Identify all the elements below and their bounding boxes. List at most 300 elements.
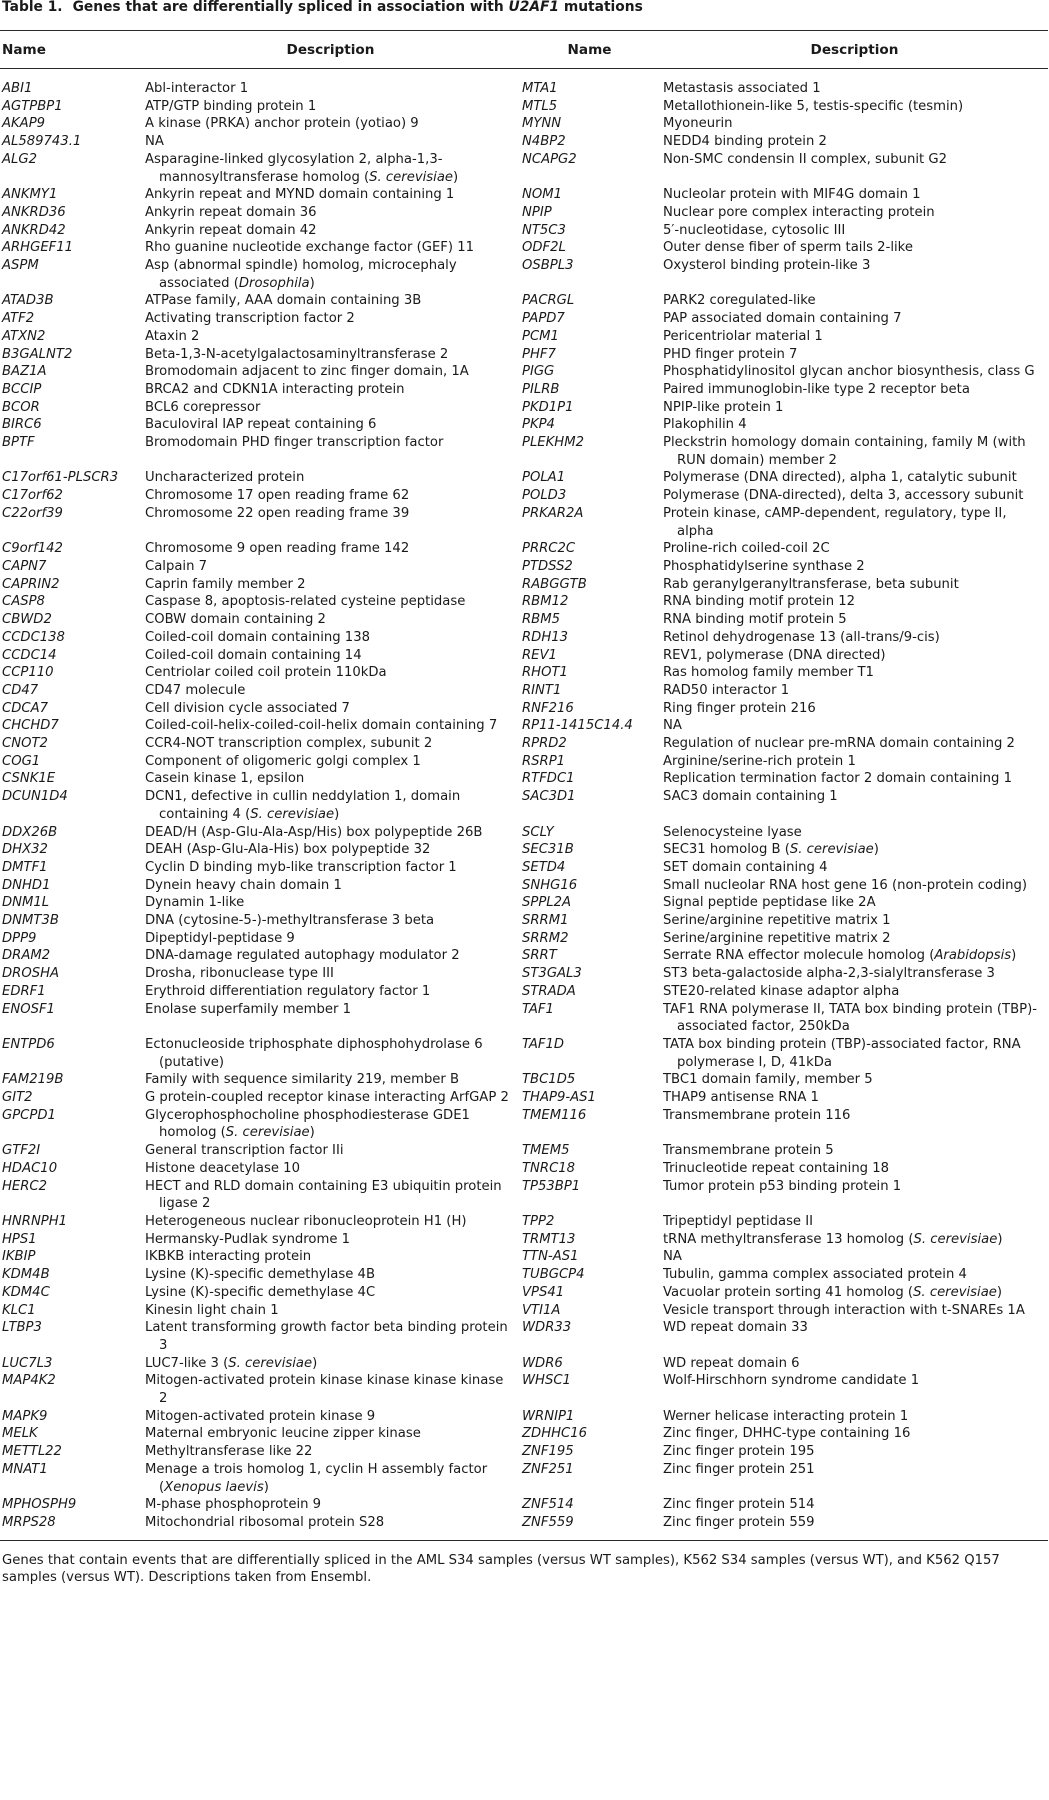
gene-name-cell: BIRC6 [2,417,42,433]
description-text: Casein kinase 1, epsilon [145,771,305,787]
gene-name-cell: NOM1 [522,187,563,203]
gene-description-cell [661,381,1048,399]
species-italic: Arabidopsis [934,948,1012,964]
gene-description-cell [143,611,518,629]
description-text: Vacuolar protein sorting 41 homolog ( [663,1284,914,1300]
description-text: WD repeat domain 6 [663,1355,800,1371]
table-row [0,700,1048,718]
table-row [0,115,1048,133]
table-footnote: Genes that contain events that are differentially spliced in the AML S34 samples (versus WT samples), K562 S34 samples (versus WT), and K562 Q157 samples (versus WT). Descriptions taken from Ensembl. [2,1552,1000,1585]
description-text: SET domain containing 4 [663,859,828,875]
gene-description-cell [143,1142,518,1160]
table-row [0,930,1048,948]
gene-name-cell: VPS41 [522,1284,565,1300]
table-row [0,346,1048,364]
gene-description-cell [661,1071,1048,1089]
gene-description-cell [143,239,518,257]
gene-description-cell [661,540,1048,558]
gene-description-cell [143,735,518,753]
header-description-right: Description [810,41,899,58]
gene-description-cell [143,1160,518,1178]
description-text: Menage a trois homolog 1, cyclin H assembly factor ( [145,1461,488,1495]
gene-description-cell [143,753,518,771]
gene-name-cell: KDM4B [2,1267,50,1283]
description-text: COBW domain containing 2 [145,612,326,628]
description-text: Drosha, ribonuclease type III [145,966,334,982]
description-text: Metallothionein-like 5, testis-specific (tesmin) [663,98,964,114]
gene-description-cell [143,381,518,399]
gene-name-cell: CDCA7 [2,700,48,716]
table-row [0,151,1048,186]
gene-description-cell [661,735,1048,753]
gene-description-cell [143,115,518,133]
description-text: Pleckstrin homology domain containing, family M (with RUN domain) member 2 [663,435,1026,468]
gene-description-cell [661,700,1048,718]
description-text: DCN1, defective in cullin neddylation 1, domain containing 4 ( [145,789,461,822]
gene-name-cell: ANKMY1 [2,187,58,203]
gene-name-cell: RP11-1415C14.4 [522,718,633,734]
description-text: ) [1011,948,1017,964]
description-text: Latent transforming growth factor beta binding protein 3 [145,1320,508,1353]
gene-name-cell: MELK [2,1426,38,1442]
gene-description-cell [143,1302,518,1320]
gene-description-cell [661,1355,1048,1373]
gene-description-cell [143,647,518,665]
gene-description-cell [661,1319,1048,1354]
gene-name-cell: ANKRD36 [2,204,66,220]
description-text: IKBKB interacting protein [145,1249,312,1265]
gene-name-cell: TUBGCP4 [522,1267,585,1283]
table-row [0,629,1048,647]
gene-description-cell [661,912,1048,930]
table-title: Genes that are differentially spliced in association with U2AF1 mutations [72,0,643,15]
description-text: Heterogeneous nuclear ribonucleoprotein H1 (H) [145,1214,467,1229]
description-text: Lysine (K)-specific demethylase 4C [145,1284,376,1300]
description-text: BRCA2 and CDKN1A interacting protein [145,381,405,397]
gene-description-cell [661,664,1048,682]
gene-description-cell [661,1514,1048,1540]
table-row [0,753,1048,771]
gene-name-cell: CAPN7 [2,558,47,574]
gene-description-cell [661,222,1048,240]
gene-description-cell [143,717,518,735]
gene-description-cell [143,930,518,948]
gene-name-cell: ENOSF1 [2,1001,55,1017]
gene-description-cell [661,69,1048,98]
description-text: Tumor protein p53 binding protein 1 [663,1178,902,1194]
description-text: General transcription factor IIi [145,1143,344,1159]
gene-description-cell [661,98,1048,116]
gene-name-cell: MRPS28 [2,1514,56,1530]
gene-name-cell: STRADA [522,983,576,999]
description-text: NPIP-like protein 1 [663,399,784,415]
gene-description-cell [661,434,1048,469]
gene-description-cell [143,1266,518,1284]
gene-name-cell: NPIP [522,204,552,220]
description-text: TAF1 RNA polymerase II, TATA box binding protein (TBP)-associated factor, 250kDa [663,1001,1037,1035]
gene-name-cell: TAF1D [522,1036,564,1052]
gene-name-cell: ALG2 [2,151,37,167]
gene-name-cell: AKAP9 [2,116,46,132]
gene-name-cell: TMEM5 [522,1143,570,1159]
table-row [0,1408,1048,1426]
description-text: Nucleolar protein with MIF4G domain 1 [663,187,921,203]
description-text: Bromodomain PHD finger transcription factor [145,435,444,451]
species-italic: S. cerevisiae [789,842,874,858]
description-text: Ring finger protein 216 [663,700,816,716]
gene-description-cell [661,1496,1048,1514]
gene-name-cell: RBM12 [522,594,569,610]
description-text: BCL6 corepressor [145,399,261,415]
gene-name-cell: RNF216 [522,700,574,716]
species-italic: Drosophila [238,275,310,291]
gene-name-cell: SAC3D1 [522,789,576,805]
gene-name-cell: RABGGTB [522,576,587,592]
gene-description-cell [143,859,518,877]
description-text: CD47 molecule [145,682,246,698]
gene-name-cell: DHX32 [2,842,48,858]
table-row [0,434,1048,469]
gene-description-cell [661,239,1048,257]
gene-name-cell: ZNF514 [522,1497,574,1513]
gene-name-cell: PACRGL [522,293,575,309]
gene-name-cell: PILRB [522,381,560,397]
description-text: Coiled-coil domain containing 138 [145,629,370,645]
gene-name-cell: ABI1 [2,81,33,96]
gene-name-cell: TMEM116 [522,1107,587,1123]
description-text: Uncharacterized protein [145,470,305,486]
table-caption [2,0,1048,30]
gene-name-cell: POLA1 [522,470,566,486]
gene-description-cell [661,133,1048,151]
table-row [0,98,1048,116]
gene-description-cell [661,576,1048,594]
description-text: Enolase superfamily member 1 [145,1001,352,1017]
description-text: THAP9 antisense RNA 1 [663,1090,819,1106]
description-text: Zinc finger, DHHC-type containing 16 [663,1426,911,1442]
description-text: ) [263,1479,269,1495]
table-row [0,1266,1048,1284]
gene-name-cell: WDR6 [522,1355,563,1371]
description-text: Chromosome 17 open reading frame 62 [145,488,410,504]
gene-name-cell: CCDC138 [2,629,65,645]
gene-description-cell [143,1089,518,1107]
description-text: Zinc finger protein 559 [663,1514,815,1530]
table-row [0,877,1048,895]
description-text: Tripeptidyl peptidase II [663,1214,814,1229]
gene-name-cell: CHCHD7 [2,718,59,734]
description-text: Lysine (K)-specific demethylase 4B [145,1267,375,1283]
gene-description-cell [661,1142,1048,1160]
description-text: Dynamin 1-like [145,895,245,911]
gene-name-cell: MTA1 [522,81,558,96]
table-row [0,257,1048,292]
gene-name-cell: MAPK9 [2,1408,48,1424]
gene-description-cell [143,912,518,930]
gene-description-cell [661,1266,1048,1284]
description-text: PARK2 coregulated-like [663,293,816,309]
gene-name-cell: POLD3 [522,488,567,504]
gene-name-cell: CAPRIN2 [2,576,60,592]
gene-description-cell [661,1160,1048,1178]
description-text: Caspase 8, apoptosis-related cysteine peptidase [145,594,466,610]
gene-description-cell [143,540,518,558]
gene-name-cell: DRAM2 [2,948,51,964]
description-text: Zinc finger protein 514 [663,1497,815,1513]
gene-name-cell: PRKAR2A [522,505,584,521]
gene-description-cell [143,1213,518,1231]
description-text: REV1, polymerase (DNA directed) [663,647,886,663]
table-row [0,1036,1048,1071]
gene-name-cell: ANKRD42 [2,222,66,238]
description-text: Proline-rich coiled-coil 2C [663,541,830,557]
table-row [0,186,1048,204]
gene-description-cell [661,310,1048,328]
description-text: Coiled-coil domain containing 14 [145,647,362,663]
gene-description-cell [661,859,1048,877]
gene-name-cell: C17orf62 [2,488,63,504]
description-text: M-phase phosphoprotein 9 [145,1497,322,1513]
table-row [0,912,1048,930]
gene-name-cell: HERC2 [2,1178,48,1194]
table-row [0,788,1048,823]
description-text: NEDD4 binding protein 2 [663,134,827,150]
table-row [0,576,1048,594]
gene-name-cell: ATAD3B [2,293,54,309]
description-text: Plakophilin 4 [663,417,747,433]
gene-description-cell [661,753,1048,771]
gene-name-cell: HDAC10 [2,1160,58,1176]
description-text: DNA-damage regulated autophagy modulator 2 [145,948,460,964]
gene-description-cell [143,824,518,842]
gene-name-cell: THAP9-AS1 [522,1090,596,1106]
species-italic: S. cerevisiae [250,806,335,822]
gene-description-cell [143,558,518,576]
gene-description-cell [143,469,518,487]
description-text: PAP associated domain containing 7 [663,311,902,327]
description-text: Activating transcription factor 2 [145,311,355,327]
description-text: Wolf-Hirschhorn syndrome candidate 1 [663,1373,920,1389]
gene-description-cell [143,1443,518,1461]
gene-description-cell [661,558,1048,576]
description-text: Selenocysteine lyase [663,824,802,840]
description-text: ) [996,1284,1003,1300]
gene-italic: U2AF1 [508,0,560,15]
gene-name-cell: CCP110 [2,665,54,681]
gene-description-cell [143,1408,518,1426]
table-row [0,770,1048,788]
gene-description-cell [661,1231,1048,1249]
gene-name-cell: DDX26B [2,824,58,840]
gene-description-cell [143,346,518,364]
gene-description-cell [143,1284,518,1302]
description-text: ATP/GTP binding protein 1 [145,98,317,114]
species-italic: S. cerevisiae [228,1355,313,1371]
table-row [0,1443,1048,1461]
gene-name-cell: PRRC2C [522,541,576,557]
description-text: Ectonucleoside triphosphate diphosphohydrolase 6 (putative) [145,1036,483,1070]
gene-name-cell: SEC31B [522,842,574,858]
gene-name-cell: SRRM1 [522,913,569,929]
description-text: Arginine/serine-rich protein 1 [663,753,856,769]
gene-name-cell: FAM219B [2,1072,64,1088]
gene-name-cell: C22orf39 [2,505,63,521]
gene-name-cell: AL589743.1 [2,134,82,150]
gene-description-cell [143,593,518,611]
gene-name-cell: REV1 [522,647,557,663]
table-row [0,1142,1048,1160]
description-text: Erythroid differentiation regulatory factor 1 [145,983,431,999]
gene-description-cell [143,328,518,346]
gene-description-cell [143,416,518,434]
table-row [0,947,1048,965]
description-text: Mitogen-activated protein kinase kinase kinase kinase 2 [145,1373,504,1407]
description-text: Nuclear pore complex interacting protein [663,204,935,220]
description-text: Glycerophosphocholine phosphodiesterase GDE1 homolog ( [145,1107,470,1141]
description-text: ) [309,275,315,291]
description-text: Baculoviral IAP repeat containing 6 [145,417,377,433]
gene-table [0,30,1048,1541]
description-text: Vesicle transport through interaction with t-SNAREs 1A [663,1302,1025,1318]
gene-name-cell: SETD4 [522,859,566,875]
gene-name-cell: MTL5 [522,98,558,114]
gene-name-cell: PKD1P1 [522,399,574,415]
table-row [0,487,1048,505]
gene-name-cell: PAPD7 [522,311,565,327]
gene-name-cell: RTFDC1 [522,771,575,787]
gene-name-cell: SNHG16 [522,877,578,893]
gene-description-cell [143,947,518,965]
gene-description-cell [143,1001,518,1036]
description-text: ATPase family, AAA domain containing 3B [145,293,422,309]
description-text: DEAD/H (Asp-Glu-Ala-Asp/His) box polypeptide 26B [145,824,483,840]
gene-description-cell [143,363,518,381]
gene-description-cell [143,770,518,788]
description-text: Metastasis associated 1 [663,81,821,96]
table-row [0,69,1048,98]
gene-description-cell [661,647,1048,665]
gene-name-cell: ZDHHC16 [522,1426,588,1442]
description-text: NA [145,134,164,150]
gene-name-cell: TAF1 [522,1001,554,1017]
gene-description-cell [143,1319,518,1354]
description-text: Paired immunoglobin-like type 2 receptor beta [663,381,970,397]
gene-name-cell: SCLY [522,824,554,840]
description-text: Rab geranylgeranyltransferase, beta subunit [663,576,959,592]
header-description-left: Description [286,41,375,58]
gene-description-cell [143,434,518,469]
gene-description-cell [143,1248,518,1266]
gene-description-cell [661,346,1048,364]
gene-description-cell [661,1089,1048,1107]
gene-name-cell: MAP4K2 [2,1373,56,1389]
description-text: Calpain 7 [145,558,208,574]
gene-description-cell [661,204,1048,222]
gene-name-cell: B3GALNT2 [2,346,73,362]
description-text: Phosphatidylserine synthase 2 [663,558,865,574]
description-text: Tubulin, gamma complex associated protein 4 [663,1267,967,1283]
gene-description-cell [661,1425,1048,1443]
description-text: ) [997,1231,1003,1247]
gene-description-cell [661,1248,1048,1266]
gene-description-cell [143,1496,518,1514]
description-text: Chromosome 22 open reading frame 39 [145,505,410,521]
gene-description-cell [661,611,1048,629]
description-text: Small nucleolar RNA host gene 16 (non-protein coding) [663,877,1027,893]
gene-description-cell [661,186,1048,204]
table-row [0,1284,1048,1302]
table-row [0,859,1048,877]
gene-name-cell: MNAT1 [2,1461,48,1477]
gene-name-cell: ZNF195 [522,1444,574,1460]
table-header-row [0,31,1048,69]
gene-description-cell [143,151,518,186]
gene-name-cell: PHF7 [522,346,556,362]
description-text: Signal peptide peptidase like 2A [663,895,876,911]
gene-name-cell: DPP9 [2,930,37,946]
gene-description-cell [143,841,518,859]
description-text: tRNA methyltransferase 13 homolog ( [663,1231,914,1247]
description-text: Mitogen-activated protein kinase 9 [145,1408,376,1424]
table-row [0,399,1048,417]
description-text: NA [663,1249,682,1265]
gene-name-cell: CNOT2 [2,736,48,752]
gene-description-cell [661,1213,1048,1231]
gene-name-cell: GPCPD1 [2,1107,56,1123]
description-text: Pericentriolar material 1 [663,328,823,344]
table-row [0,1425,1048,1443]
gene-description-cell [661,1036,1048,1071]
gene-description-cell [661,629,1048,647]
gene-description-cell [143,983,518,1001]
gene-name-cell: TP53BP1 [522,1178,581,1194]
gene-description-cell [143,186,518,204]
table-row [0,647,1048,665]
table-row [0,505,1048,540]
gene-name-cell: KLC1 [2,1302,36,1318]
gene-description-cell [143,310,518,328]
table-row [0,469,1048,487]
gene-name-cell: ATF2 [2,311,35,327]
gene-name-cell: SPPL2A [522,895,572,911]
table-row [0,1461,1048,1496]
gene-description-cell [661,151,1048,186]
gene-description-cell [661,841,1048,859]
description-text: ) [312,1355,318,1371]
table-row [0,611,1048,629]
gene-name-cell: RBM5 [522,612,560,628]
table-row [0,381,1048,399]
table-row [0,983,1048,1001]
table-row [0,1213,1048,1231]
description-text: RAD50 interactor 1 [663,682,790,698]
gene-name-cell: GTF2I [2,1143,41,1159]
gene-description-cell [143,1231,518,1249]
description-text: Trinucleotide repeat containing 18 [663,1160,890,1176]
table-row [0,222,1048,240]
gene-name-cell: AGTPBP1 [2,98,63,114]
gene-name-cell: PTDSS2 [522,558,573,574]
description-text: 5′-nucleotidase, cytosolic III [663,222,846,238]
gene-description-cell [661,1178,1048,1213]
table-row [0,1372,1048,1407]
description-text: ) [873,842,879,858]
gene-name-cell: RDH13 [522,629,569,645]
header-name-left: Name [2,41,46,58]
gene-name-cell: PIGG [522,364,555,380]
description-text: NA [663,718,682,734]
description-text: Chromosome 9 open reading frame 142 [145,541,410,557]
